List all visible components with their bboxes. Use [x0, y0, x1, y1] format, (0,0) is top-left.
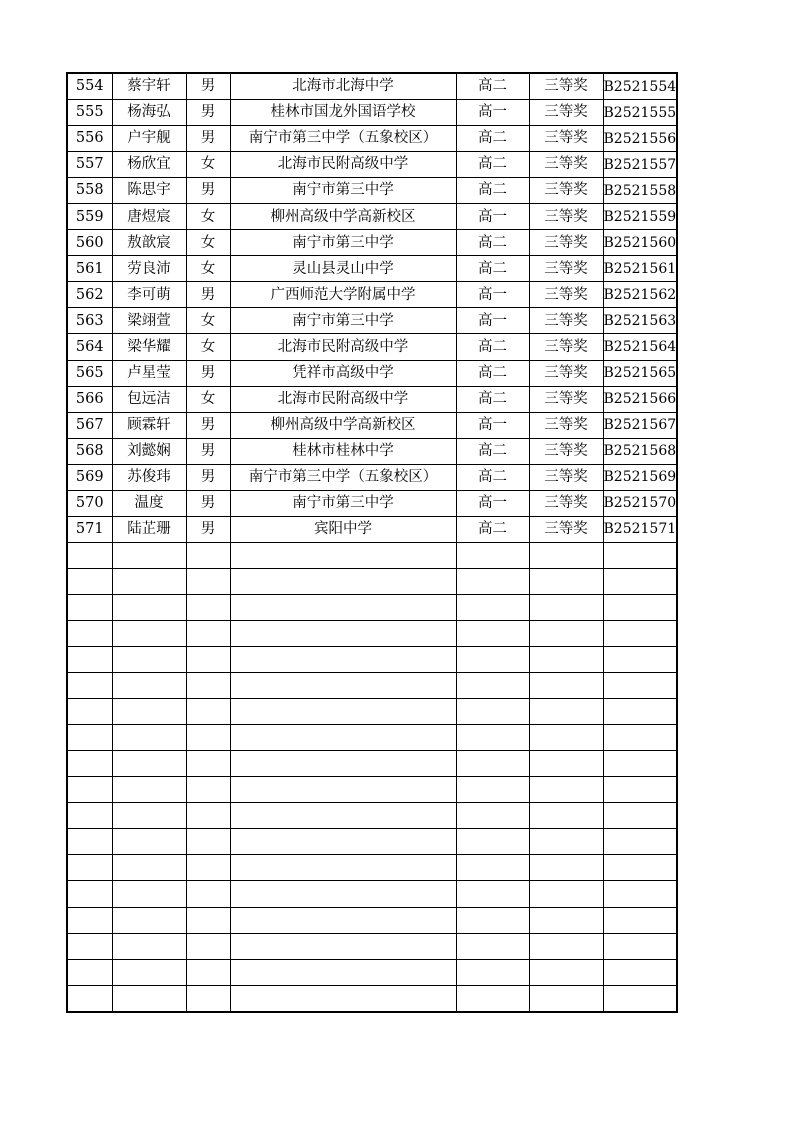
cell-gender [186, 959, 230, 985]
cell-number [67, 594, 112, 620]
table-row [67, 334, 677, 360]
cell-award [529, 985, 603, 1012]
cell-grade: 高一 [456, 100, 529, 126]
cell-student-name [112, 829, 186, 855]
cell-award: 三等奖 [529, 100, 603, 126]
cell-certificate-number: B2521570 [603, 490, 677, 516]
table-row [67, 360, 677, 386]
cell-student-name: 杨欣宜 [112, 152, 186, 178]
cell-number [67, 568, 112, 594]
cell-award: 三等奖 [529, 152, 603, 178]
cell-certificate-number: B2521571 [603, 516, 677, 542]
table-row [67, 673, 677, 699]
table-row [67, 100, 677, 126]
cell-school: 柳州高级中学高新校区 [230, 204, 456, 230]
table-row [67, 620, 677, 646]
cell-number: 555 [67, 100, 112, 126]
cell-certificate-number: B2521556 [603, 126, 677, 152]
table-row [67, 490, 677, 516]
cell-number [67, 620, 112, 646]
cell-number: 563 [67, 308, 112, 334]
cell-number: 564 [67, 334, 112, 360]
cell-school [230, 673, 456, 699]
cell-number [67, 673, 112, 699]
cell-certificate-number: B2521555 [603, 100, 677, 126]
cell-certificate-number [603, 568, 677, 594]
cell-certificate-number: B2521561 [603, 256, 677, 282]
cell-student-name [112, 542, 186, 568]
cell-certificate-number: B2521564 [603, 334, 677, 360]
table-row [67, 907, 677, 933]
cell-award: 三等奖 [529, 126, 603, 152]
cell-number: 556 [67, 126, 112, 152]
table-row [67, 777, 677, 803]
cell-gender [186, 855, 230, 881]
cell-award [529, 881, 603, 907]
cell-gender: 男 [186, 516, 230, 542]
cell-award [529, 699, 603, 725]
cell-school: 南宁市第三中学 [230, 308, 456, 334]
cell-certificate-number [603, 751, 677, 777]
cell-gender: 男 [186, 438, 230, 464]
cell-grade [456, 933, 529, 959]
cell-student-name [112, 647, 186, 673]
cell-award: 三等奖 [529, 438, 603, 464]
cell-certificate-number [603, 959, 677, 985]
table-row [67, 126, 677, 152]
cell-student-name: 劳良沛 [112, 256, 186, 282]
cell-grade: 高二 [456, 230, 529, 256]
table-row [67, 933, 677, 959]
cell-award: 三等奖 [529, 178, 603, 204]
cell-award: 三等奖 [529, 230, 603, 256]
cell-award: 三等奖 [529, 73, 603, 100]
cell-gender [186, 699, 230, 725]
cell-award [529, 829, 603, 855]
cell-student-name [112, 777, 186, 803]
cell-school: 南宁市第三中学（五象校区） [230, 464, 456, 490]
cell-grade: 高二 [456, 178, 529, 204]
cell-certificate-number [603, 933, 677, 959]
cell-grade [456, 777, 529, 803]
cell-certificate-number: B2521569 [603, 464, 677, 490]
cell-grade: 高一 [456, 412, 529, 438]
cell-grade [456, 568, 529, 594]
cell-number: 570 [67, 490, 112, 516]
table-row [67, 230, 677, 256]
cell-gender: 男 [186, 282, 230, 308]
cell-school: 凭祥市高级中学 [230, 360, 456, 386]
cell-school [230, 881, 456, 907]
cell-certificate-number [603, 725, 677, 751]
cell-gender [186, 933, 230, 959]
table-row [67, 204, 677, 230]
table-row [67, 178, 677, 204]
cell-number: 567 [67, 412, 112, 438]
cell-award: 三等奖 [529, 386, 603, 412]
cell-gender: 男 [186, 178, 230, 204]
cell-number [67, 855, 112, 881]
cell-student-name: 唐煜宸 [112, 204, 186, 230]
cell-school: 北海市民附高级中学 [230, 152, 456, 178]
cell-school: 北海市民附高级中学 [230, 386, 456, 412]
table-row [67, 282, 677, 308]
cell-school: 南宁市第三中学 [230, 230, 456, 256]
table-row [67, 959, 677, 985]
cell-gender [186, 620, 230, 646]
cell-certificate-number [603, 907, 677, 933]
cell-school: 柳州高级中学高新校区 [230, 412, 456, 438]
cell-number [67, 881, 112, 907]
cell-grade: 高二 [456, 334, 529, 360]
cell-certificate-number: B2521567 [603, 412, 677, 438]
table-row [67, 438, 677, 464]
cell-student-name [112, 568, 186, 594]
cell-school: 北海市民附高级中学 [230, 334, 456, 360]
cell-grade [456, 620, 529, 646]
cell-number [67, 829, 112, 855]
cell-student-name [112, 620, 186, 646]
cell-student-name: 杨海弘 [112, 100, 186, 126]
cell-certificate-number [603, 699, 677, 725]
cell-school [230, 542, 456, 568]
cell-grade [456, 907, 529, 933]
cell-certificate-number: B2521559 [603, 204, 677, 230]
cell-certificate-number: B2521566 [603, 386, 677, 412]
cell-grade [456, 673, 529, 699]
cell-gender: 男 [186, 100, 230, 126]
cell-certificate-number: B2521560 [603, 230, 677, 256]
cell-number: 558 [67, 178, 112, 204]
table-row [67, 855, 677, 881]
cell-award: 三等奖 [529, 282, 603, 308]
cell-student-name [112, 855, 186, 881]
award-list-table [66, 72, 678, 1013]
cell-certificate-number [603, 620, 677, 646]
cell-certificate-number: B2521562 [603, 282, 677, 308]
cell-student-name [112, 959, 186, 985]
cell-award [529, 594, 603, 620]
cell-number: 569 [67, 464, 112, 490]
cell-number: 561 [67, 256, 112, 282]
cell-school [230, 933, 456, 959]
cell-gender: 男 [186, 464, 230, 490]
cell-student-name: 陆芷珊 [112, 516, 186, 542]
cell-grade [456, 959, 529, 985]
cell-school: 桂林市桂林中学 [230, 438, 456, 464]
cell-number [67, 777, 112, 803]
cell-gender [186, 907, 230, 933]
cell-number [67, 803, 112, 829]
cell-student-name: 梁翊萱 [112, 308, 186, 334]
table-row [67, 386, 677, 412]
cell-school [230, 777, 456, 803]
cell-school [230, 699, 456, 725]
cell-school [230, 907, 456, 933]
cell-gender [186, 829, 230, 855]
cell-grade [456, 699, 529, 725]
cell-school [230, 568, 456, 594]
table-row [67, 464, 677, 490]
cell-grade: 高二 [456, 126, 529, 152]
cell-school: 南宁市第三中学 [230, 178, 456, 204]
cell-gender [186, 881, 230, 907]
cell-grade: 高二 [456, 256, 529, 282]
cell-certificate-number [603, 673, 677, 699]
cell-number: 554 [67, 73, 112, 100]
cell-number [67, 751, 112, 777]
cell-award [529, 803, 603, 829]
cell-student-name: 卢星莹 [112, 360, 186, 386]
cell-grade: 高一 [456, 490, 529, 516]
cell-award [529, 725, 603, 751]
table-row [67, 647, 677, 673]
table-row [67, 594, 677, 620]
cell-award [529, 855, 603, 881]
cell-gender [186, 542, 230, 568]
cell-number [67, 959, 112, 985]
cell-certificate-number: B2521558 [603, 178, 677, 204]
cell-school [230, 647, 456, 673]
cell-certificate-number: B2521557 [603, 152, 677, 178]
cell-certificate-number [603, 647, 677, 673]
cell-gender: 男 [186, 126, 230, 152]
cell-gender [186, 751, 230, 777]
cell-student-name [112, 907, 186, 933]
cell-award [529, 959, 603, 985]
table-row [67, 568, 677, 594]
cell-award [529, 647, 603, 673]
cell-student-name: 户宇舰 [112, 126, 186, 152]
cell-student-name [112, 751, 186, 777]
cell-grade [456, 647, 529, 673]
cell-student-name: 苏俊玮 [112, 464, 186, 490]
cell-school [230, 620, 456, 646]
cell-number [67, 907, 112, 933]
cell-school: 南宁市第三中学（五象校区） [230, 126, 456, 152]
cell-grade [456, 542, 529, 568]
cell-gender: 女 [186, 152, 230, 178]
cell-gender: 男 [186, 490, 230, 516]
cell-award: 三等奖 [529, 360, 603, 386]
cell-number [67, 725, 112, 751]
cell-award [529, 933, 603, 959]
cell-number [67, 933, 112, 959]
cell-school: 北海市北海中学 [230, 73, 456, 100]
cell-gender: 女 [186, 230, 230, 256]
cell-gender [186, 725, 230, 751]
cell-school [230, 803, 456, 829]
cell-certificate-number: B2521563 [603, 308, 677, 334]
table-row [67, 516, 677, 542]
cell-award: 三等奖 [529, 204, 603, 230]
cell-gender: 男 [186, 360, 230, 386]
cell-student-name: 蔡宇轩 [112, 73, 186, 100]
cell-gender [186, 594, 230, 620]
cell-grade: 高一 [456, 282, 529, 308]
cell-number: 562 [67, 282, 112, 308]
table-row [67, 256, 677, 282]
cell-school: 广西师范大学附属中学 [230, 282, 456, 308]
table-row [67, 985, 677, 1012]
table-row [67, 308, 677, 334]
cell-school: 宾阳中学 [230, 516, 456, 542]
cell-school [230, 594, 456, 620]
cell-award [529, 907, 603, 933]
cell-award [529, 751, 603, 777]
cell-certificate-number [603, 985, 677, 1012]
cell-school [230, 959, 456, 985]
cell-school: 南宁市第三中学 [230, 490, 456, 516]
cell-student-name [112, 881, 186, 907]
cell-number [67, 699, 112, 725]
cell-student-name: 敖歆宸 [112, 230, 186, 256]
cell-number: 566 [67, 386, 112, 412]
cell-student-name [112, 725, 186, 751]
cell-grade [456, 881, 529, 907]
cell-student-name: 李可萌 [112, 282, 186, 308]
cell-student-name: 顾霖轩 [112, 412, 186, 438]
cell-number: 568 [67, 438, 112, 464]
cell-award: 三等奖 [529, 464, 603, 490]
cell-gender [186, 777, 230, 803]
cell-award: 三等奖 [529, 308, 603, 334]
cell-award: 三等奖 [529, 334, 603, 360]
cell-certificate-number [603, 777, 677, 803]
cell-award: 三等奖 [529, 516, 603, 542]
cell-number [67, 542, 112, 568]
cell-certificate-number [603, 803, 677, 829]
cell-number [67, 647, 112, 673]
cell-gender: 女 [186, 308, 230, 334]
table-row [67, 152, 677, 178]
cell-school [230, 829, 456, 855]
cell-grade: 高一 [456, 204, 529, 230]
cell-gender [186, 985, 230, 1012]
cell-certificate-number: B2521554 [603, 73, 677, 100]
cell-student-name [112, 673, 186, 699]
cell-gender [186, 647, 230, 673]
cell-school [230, 855, 456, 881]
cell-grade: 高二 [456, 360, 529, 386]
table-row [67, 542, 677, 568]
table-row [67, 881, 677, 907]
cell-grade [456, 829, 529, 855]
cell-student-name [112, 803, 186, 829]
cell-school: 灵山县灵山中学 [230, 256, 456, 282]
cell-gender [186, 803, 230, 829]
cell-school [230, 725, 456, 751]
cell-number: 560 [67, 230, 112, 256]
cell-grade [456, 725, 529, 751]
cell-gender: 女 [186, 256, 230, 282]
cell-award [529, 542, 603, 568]
cell-student-name: 包远洁 [112, 386, 186, 412]
cell-grade: 高二 [456, 464, 529, 490]
table-row [67, 73, 677, 100]
cell-gender: 男 [186, 73, 230, 100]
cell-student-name [112, 594, 186, 620]
cell-certificate-number: B2521568 [603, 438, 677, 464]
cell-gender: 女 [186, 386, 230, 412]
cell-certificate-number [603, 881, 677, 907]
cell-award: 三等奖 [529, 412, 603, 438]
table-row [67, 725, 677, 751]
cell-gender: 女 [186, 334, 230, 360]
cell-gender: 女 [186, 204, 230, 230]
cell-number [67, 985, 112, 1012]
table-row [67, 412, 677, 438]
cell-school [230, 985, 456, 1012]
cell-award [529, 568, 603, 594]
cell-number: 565 [67, 360, 112, 386]
cell-grade: 高一 [456, 308, 529, 334]
cell-certificate-number [603, 594, 677, 620]
cell-grade: 高二 [456, 386, 529, 412]
table-row [67, 803, 677, 829]
cell-gender [186, 673, 230, 699]
cell-award [529, 777, 603, 803]
cell-award [529, 673, 603, 699]
cell-number: 559 [67, 204, 112, 230]
cell-student-name: 梁华耀 [112, 334, 186, 360]
cell-grade [456, 594, 529, 620]
cell-award: 三等奖 [529, 490, 603, 516]
cell-grade [456, 803, 529, 829]
cell-award: 三等奖 [529, 256, 603, 282]
cell-grade [456, 751, 529, 777]
cell-school [230, 751, 456, 777]
table-row [67, 699, 677, 725]
cell-number: 571 [67, 516, 112, 542]
cell-grade [456, 985, 529, 1012]
cell-number: 557 [67, 152, 112, 178]
table-row [67, 829, 677, 855]
cell-gender: 男 [186, 412, 230, 438]
cell-certificate-number: B2521565 [603, 360, 677, 386]
cell-student-name: 刘懿娴 [112, 438, 186, 464]
cell-grade: 高二 [456, 438, 529, 464]
cell-grade: 高二 [456, 152, 529, 178]
table-body [67, 73, 677, 1012]
cell-student-name [112, 699, 186, 725]
cell-grade: 高二 [456, 73, 529, 100]
cell-award [529, 620, 603, 646]
cell-student-name: 温度 [112, 490, 186, 516]
cell-certificate-number [603, 855, 677, 881]
cell-student-name: 陈思宇 [112, 178, 186, 204]
cell-gender [186, 568, 230, 594]
cell-student-name [112, 933, 186, 959]
cell-student-name [112, 985, 186, 1012]
cell-school: 桂林市国龙外国语学校 [230, 100, 456, 126]
cell-certificate-number [603, 542, 677, 568]
cell-certificate-number [603, 829, 677, 855]
table-row [67, 751, 677, 777]
cell-grade [456, 855, 529, 881]
cell-grade: 高二 [456, 516, 529, 542]
